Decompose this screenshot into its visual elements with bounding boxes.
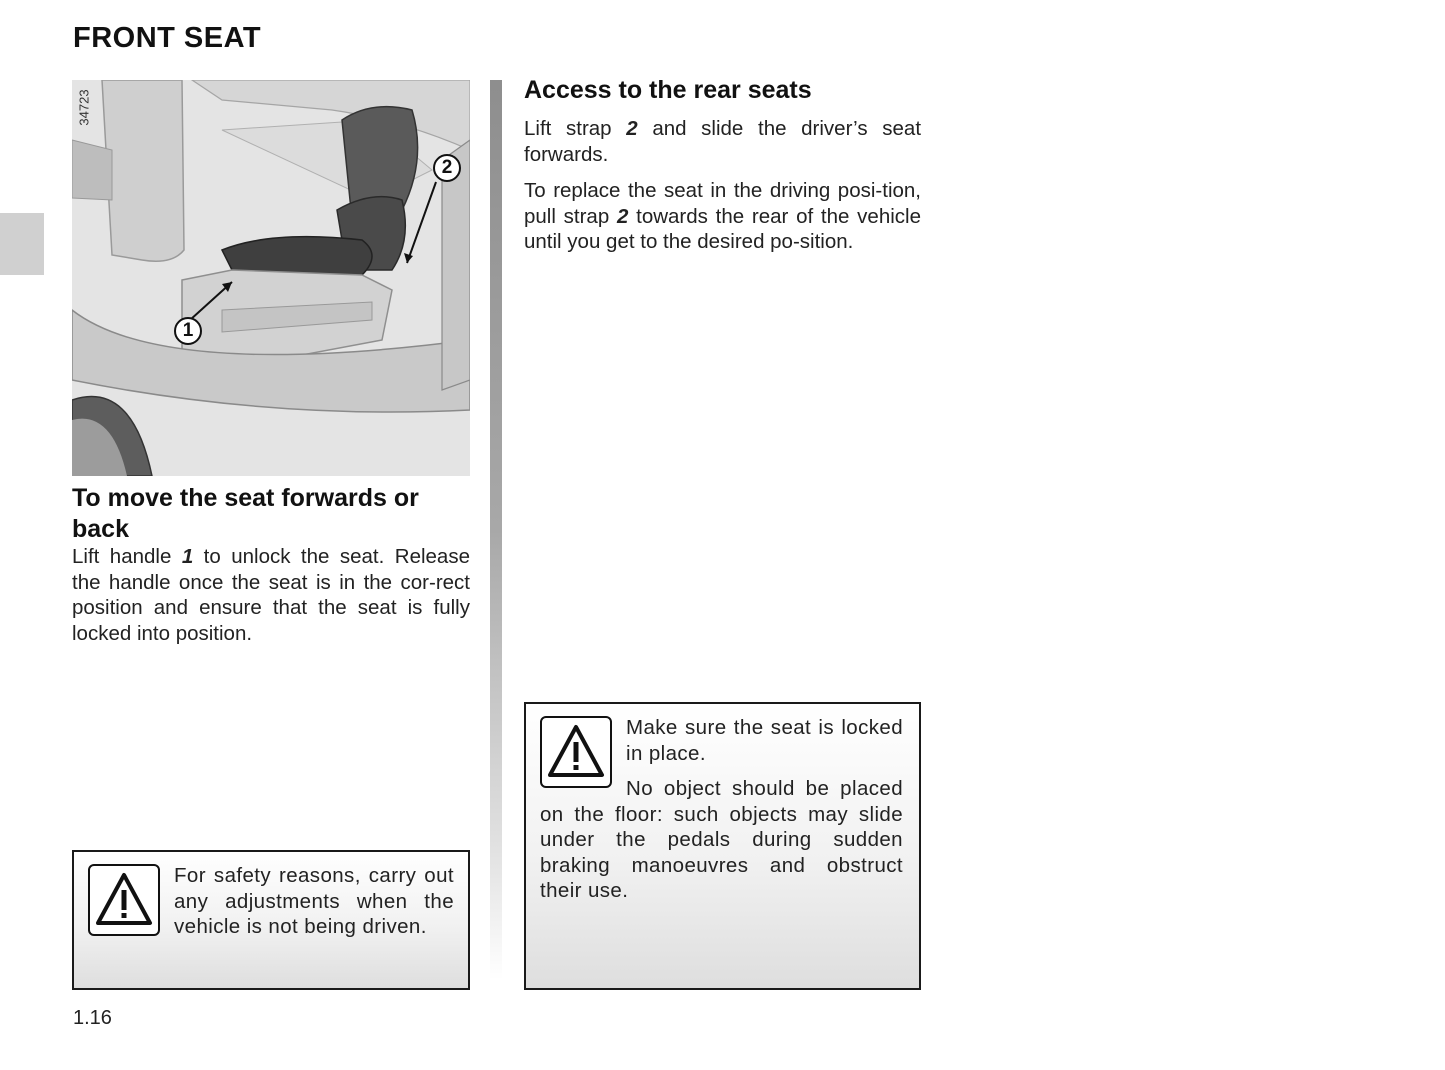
page-title: FRONT SEAT [73,22,262,54]
figure-reference [78,88,98,132]
figure-reference-label: 34723 [76,89,92,126]
rear-access-para2: To replace the seat in the driving posi-tion, pull strap 2 towards the rear of the vehicle until you get to the desired po-sition. [524,179,921,253]
callout-handle-1: 1 [174,317,202,345]
move-seat-text: Lift handle 1 to unlock the seat. Release the handle once the seat is in the cor-rect position and ensure that the seat is fully locked into position. [72,545,470,645]
handle-ref: 1 [181,545,194,568]
seat-lock-warning-para1: Make sure the seat is locked in place. [626,716,903,765]
rear-access-heading: Access to the rear seats [524,76,812,104]
seat-lock-warning-box [524,702,921,990]
warning-triangle-icon [540,716,612,788]
section-tab [0,213,44,275]
move-seat-heading: To move the seat forwards or back [72,484,419,543]
rear-access-para1: Lift strap 2 and slide the driver’s seat forwards. [524,117,922,166]
callout-strap-2: 2 [433,154,461,182]
safety-warning-text: For safety reasons, carry out any adjustments when the vehicle is not being driven. [174,864,454,938]
warning-triangle-icon [88,864,160,936]
safety-warning-box [72,850,470,990]
rear-access-text [524,116,921,255]
page-number: 1.16 [73,1007,112,1029]
seat-drawing [72,80,470,476]
seat-illustration [72,80,470,476]
column-divider [490,80,502,980]
seat-lock-warning-para2: No object should be placed on the floor: such objects may slide under the pedals during sudden braking manoeuvres and obstruct their use. [540,777,903,902]
